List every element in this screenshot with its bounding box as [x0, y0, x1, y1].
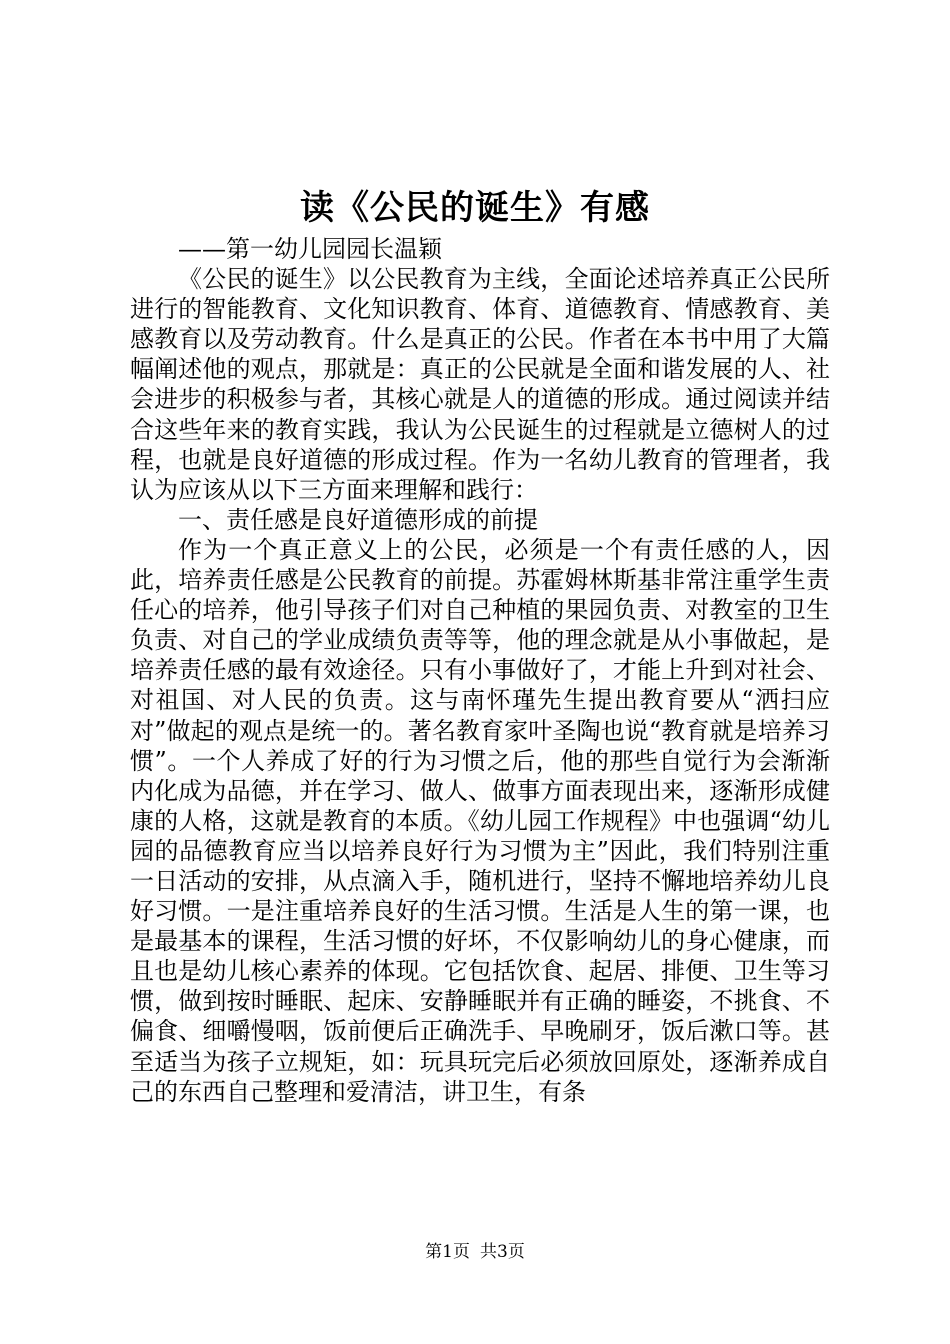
- section-heading: 一、责任感是良好道德形成的前提: [178, 505, 538, 534]
- page-total: 共3页: [480, 1242, 525, 1262]
- document-title: 读《公民的诞生》有感: [300, 188, 650, 228]
- author-line: ——第一幼儿园园长温颖: [178, 235, 442, 263]
- paragraph-responsibility: 作为一个真正意义上的公民，必须是一个有责任感的人，因此，培养责任感是公民教育的前提。苏霍姆林斯基非常注重学生责任心的培养，他引导孩子们对自己种植的果园负责、对教室的卫生负责、对自己的学业成绩负责等等，他的理念就是从小事做起，是培养责任感的最有效途径。只有小事做好了，才能上升到对社会、对祖国、对人民的负责。这与南怀瑾先生提出教育要从“洒扫应对”做起的观点是统一的。著名教育家叶圣陶也说“教育就是培养习惯”。一个人养成了好的行为习惯之后，他的那些自觉行为会渐渐内化成为品德，并在学习、做人、做事方面表现出来，逐渐形成健康的人格，这就是教育的本质。《幼儿园工作规程》中也强调“幼儿园的品德教育应当以培养良好行为习惯为主”因此，我们特别注重一日活动的安排，从点滴入手，随机进行，坚持不懈地培养幼儿良好习惯。一是注重培养良好的生活习惯。生活是人生的第一课，也是最基本的课程，生活习惯的好坏，不仅影响幼儿的身心健康，而且也是幼儿核心素养的体现。它包括饮食、起居、排便、卫生等习惯，做到按时睡眠、起床、安静睡眠并有正确的睡姿，不挑食、不偏食、细嚼慢咽，饭前便后正确洗手、早晚刷牙，饭后漱口等。甚至适当为孩子立规矩，如：玩具玩完后必须放回原处，逐渐养成自己的东西自己整理和爱清洁，讲卫生，有条: [130, 535, 830, 1106]
- page-number: 第1页: [425, 1242, 470, 1262]
- paragraph-intro: 《公民的诞生》以公民教育为主线，全面论述培养真正公民所进行的智能教育、文化知识教育、体育、道德教育、情感教育、美感教育以及劳动教育。什么是真正的公民。作者在本书中用了大篇幅阐述他的观点，那就是：真正的公民就是全面和谐发展的人、社会进步的积极参与者，其核心就是人的道德的形成。通过阅读并结合这些年来的教育实践，我认为公民诞生的过程就是立德树人的过程，也就是良好道德的形成过程。作为一名幼儿教育的管理者，我认为应该从以下三方面来理解和践行：: [130, 265, 830, 504]
- document-body: [130, 234, 830, 1107]
- page-footer: [0, 1240, 950, 1264]
